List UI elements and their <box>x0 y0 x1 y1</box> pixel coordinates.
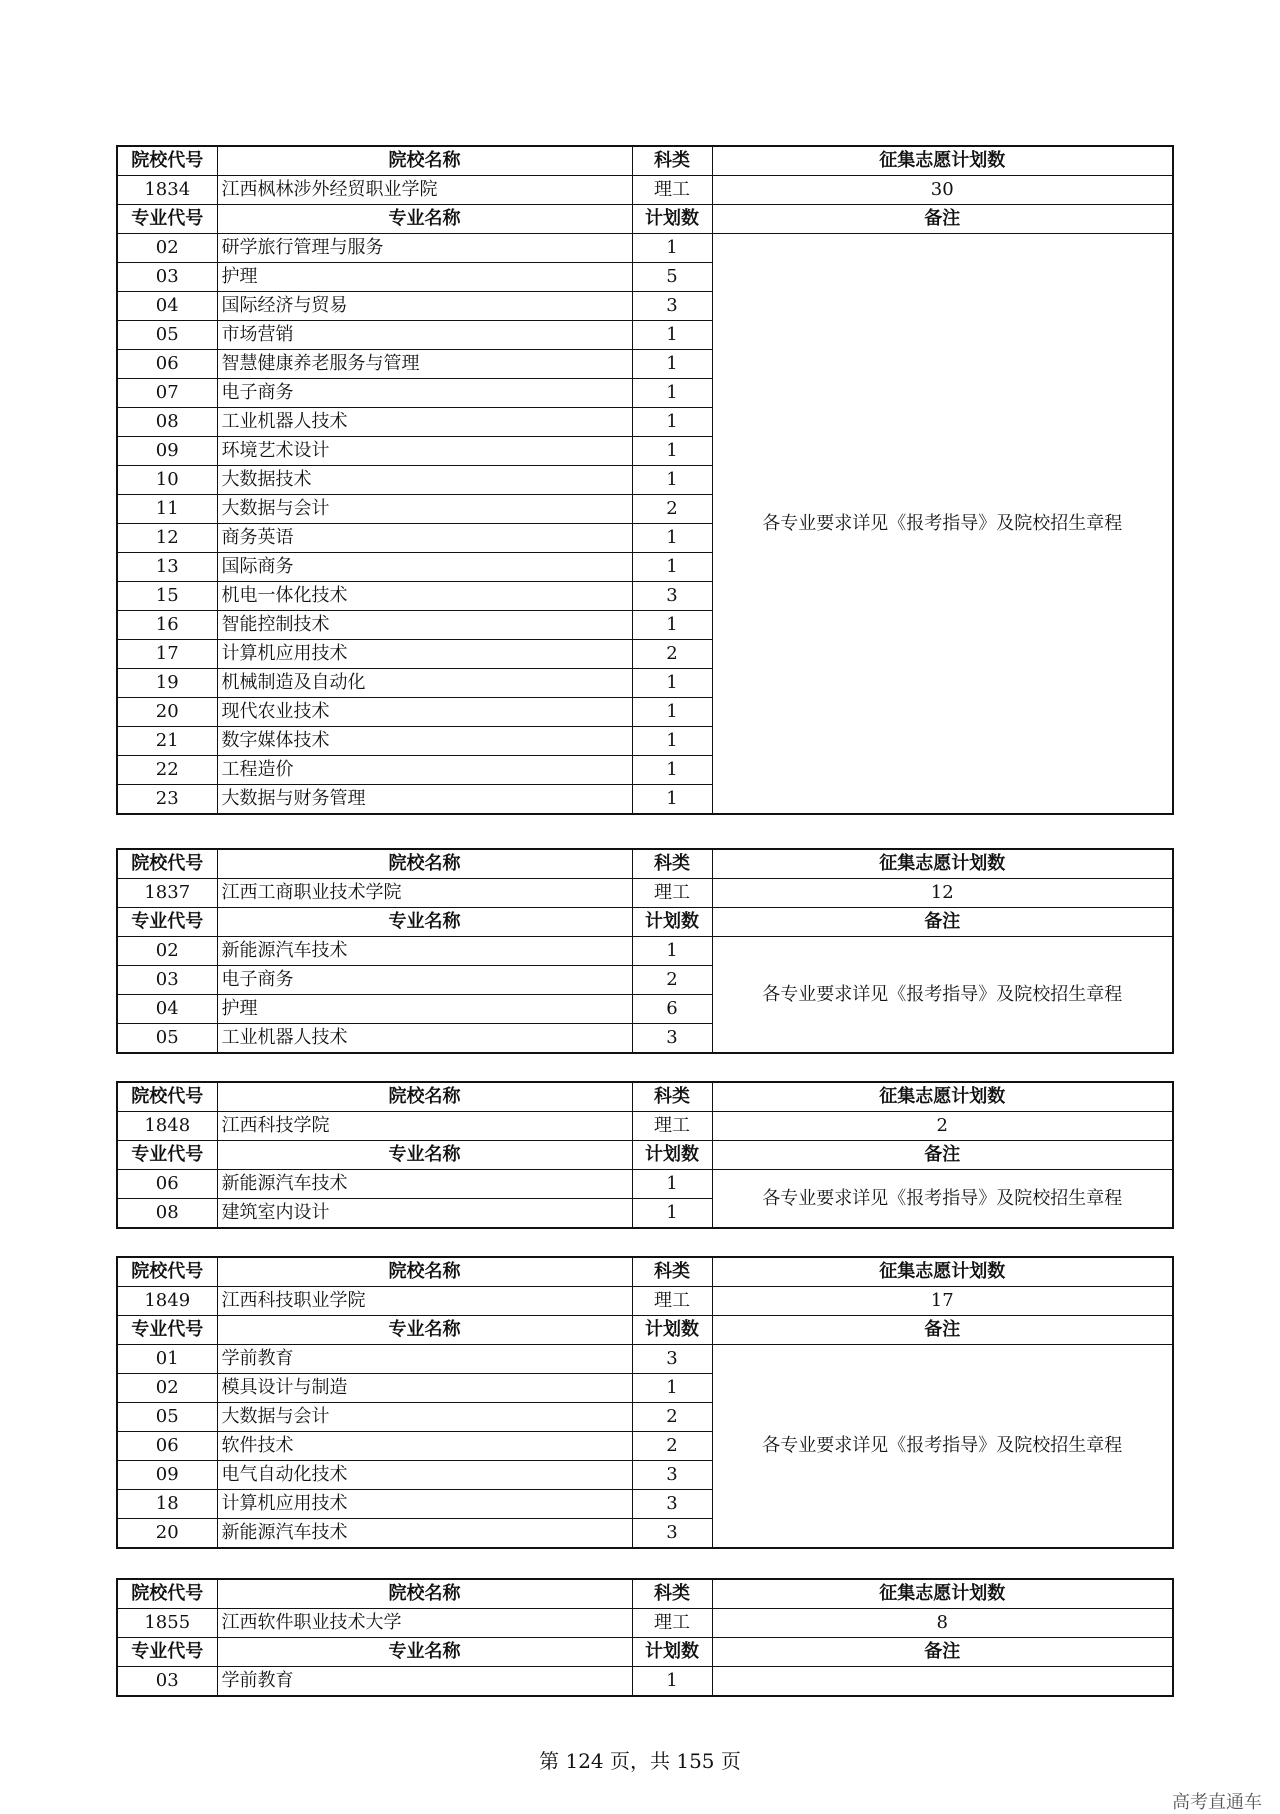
major-name: 国际经济与贸易 <box>217 292 632 321</box>
table-row <box>117 937 1173 966</box>
major-code: 10 <box>117 466 217 495</box>
major-note: 各专业要求详见《报考指导》及院校招生章程 <box>712 1170 1173 1229</box>
major-code: 11 <box>117 495 217 524</box>
header-category: 科类 <box>632 1257 712 1287</box>
major-name: 计算机应用技术 <box>217 1490 632 1519</box>
header-note: 备注 <box>712 1316 1173 1345</box>
header-school-code: 院校代号 <box>117 1579 217 1609</box>
school-category: 理工 <box>632 1112 712 1141</box>
header-school-name: 院校名称 <box>217 1082 632 1112</box>
major-note: 各专业要求详见《报考指导》及院校招生章程 <box>712 937 1173 1054</box>
major-plan: 1 <box>632 350 712 379</box>
major-name: 研学旅行管理与服务 <box>217 234 632 263</box>
page-footer: 第 124 页，共 155 页 <box>539 1749 741 1773</box>
major-code: 06 <box>117 1432 217 1461</box>
major-plan: 1 <box>632 321 712 350</box>
major-name: 工业机器人技术 <box>217 1024 632 1054</box>
header-school-code: 院校代号 <box>117 1257 217 1287</box>
school-block <box>116 848 1172 1054</box>
header-school-name: 院校名称 <box>217 849 632 879</box>
header-major-code: 专业代号 <box>117 1316 217 1345</box>
header-plan: 计划数 <box>632 205 712 234</box>
major-name: 软件技术 <box>217 1432 632 1461</box>
major-code: 09 <box>117 437 217 466</box>
major-plan: 3 <box>632 1461 712 1490</box>
school-name: 江西枫林涉外经贸职业学院 <box>217 176 632 205</box>
header-category: 科类 <box>632 849 712 879</box>
major-plan: 1 <box>632 234 712 263</box>
major-plan: 2 <box>632 966 712 995</box>
major-code: 05 <box>117 321 217 350</box>
major-code: 22 <box>117 756 217 785</box>
major-note: 各专业要求详见《报考指导》及院校招生章程 <box>712 1345 1173 1549</box>
major-plan: 1 <box>632 727 712 756</box>
school-header-row <box>117 146 1173 176</box>
major-plan: 2 <box>632 1432 712 1461</box>
header-plan: 计划数 <box>632 1141 712 1170</box>
major-code: 02 <box>117 1374 217 1403</box>
major-plan: 2 <box>632 1403 712 1432</box>
header-major-code: 专业代号 <box>117 908 217 937</box>
major-code: 08 <box>117 1199 217 1229</box>
major-plan: 1 <box>632 698 712 727</box>
major-code: 04 <box>117 292 217 321</box>
major-code: 20 <box>117 698 217 727</box>
school-info-row <box>117 879 1173 908</box>
major-code: 20 <box>117 1519 217 1549</box>
school-name: 江西科技职业学院 <box>217 1287 632 1316</box>
major-name: 工业机器人技术 <box>217 408 632 437</box>
major-plan: 1 <box>632 437 712 466</box>
major-plan: 3 <box>632 1519 712 1549</box>
major-plan: 1 <box>632 408 712 437</box>
header-school-code: 院校代号 <box>117 146 217 176</box>
major-name: 计算机应用技术 <box>217 640 632 669</box>
major-code: 08 <box>117 408 217 437</box>
school-block <box>116 1256 1172 1549</box>
major-code: 09 <box>117 1461 217 1490</box>
major-code: 04 <box>117 995 217 1024</box>
header-plan: 计划数 <box>632 908 712 937</box>
major-code: 13 <box>117 553 217 582</box>
school-quota: 8 <box>712 1609 1173 1638</box>
table-row <box>117 1170 1173 1199</box>
major-name: 数字媒体技术 <box>217 727 632 756</box>
major-name: 大数据技术 <box>217 466 632 495</box>
school-code: 1849 <box>117 1287 217 1316</box>
major-code: 02 <box>117 234 217 263</box>
major-note <box>712 1667 1173 1697</box>
school-name: 江西科技学院 <box>217 1112 632 1141</box>
major-name: 智慧健康养老服务与管理 <box>217 350 632 379</box>
school-quota: 30 <box>712 176 1173 205</box>
major-header-row <box>117 205 1173 234</box>
major-name: 护理 <box>217 263 632 292</box>
major-name: 大数据与会计 <box>217 1403 632 1432</box>
header-major-name: 专业名称 <box>217 205 632 234</box>
header-note: 备注 <box>712 205 1173 234</box>
major-name: 大数据与会计 <box>217 495 632 524</box>
header-quota: 征集志愿计划数 <box>712 1579 1173 1609</box>
major-plan: 3 <box>632 582 712 611</box>
header-school-code: 院校代号 <box>117 1082 217 1112</box>
school-code: 1834 <box>117 176 217 205</box>
major-name: 电子商务 <box>217 966 632 995</box>
header-school-code: 院校代号 <box>117 849 217 879</box>
major-plan: 1 <box>632 937 712 966</box>
major-code: 23 <box>117 785 217 815</box>
major-code: 05 <box>117 1024 217 1054</box>
header-major-name: 专业名称 <box>217 1316 632 1345</box>
school-code: 1855 <box>117 1609 217 1638</box>
header-school-name: 院校名称 <box>217 146 632 176</box>
major-header-row <box>117 1638 1173 1667</box>
school-category: 理工 <box>632 1609 712 1638</box>
header-category: 科类 <box>632 1579 712 1609</box>
major-plan: 1 <box>632 466 712 495</box>
school-block <box>116 1081 1172 1229</box>
major-name: 机电一体化技术 <box>217 582 632 611</box>
major-plan: 2 <box>632 640 712 669</box>
school-quota: 17 <box>712 1287 1173 1316</box>
school-info-row <box>117 176 1173 205</box>
major-header-row <box>117 1316 1173 1345</box>
major-code: 19 <box>117 669 217 698</box>
school-table <box>116 1081 1174 1229</box>
major-code: 21 <box>117 727 217 756</box>
major-name: 智能控制技术 <box>217 611 632 640</box>
major-name: 模具设计与制造 <box>217 1374 632 1403</box>
header-category: 科类 <box>632 146 712 176</box>
header-major-name: 专业名称 <box>217 908 632 937</box>
school-table <box>116 1256 1174 1549</box>
major-plan: 3 <box>632 1490 712 1519</box>
school-code: 1848 <box>117 1112 217 1141</box>
school-header-row <box>117 849 1173 879</box>
header-quota: 征集志愿计划数 <box>712 1257 1173 1287</box>
major-plan: 3 <box>632 1024 712 1054</box>
school-category: 理工 <box>632 1287 712 1316</box>
major-plan: 3 <box>632 1345 712 1374</box>
school-info-row <box>117 1287 1173 1316</box>
major-header-row <box>117 1141 1173 1170</box>
school-code: 1837 <box>117 879 217 908</box>
school-header-row <box>117 1082 1173 1112</box>
school-quota: 12 <box>712 879 1173 908</box>
header-major-name: 专业名称 <box>217 1141 632 1170</box>
major-header-row <box>117 908 1173 937</box>
major-name: 现代农业技术 <box>217 698 632 727</box>
major-code: 03 <box>117 1667 217 1697</box>
header-quota: 征集志愿计划数 <box>712 146 1173 176</box>
school-header-row <box>117 1579 1173 1609</box>
major-code: 03 <box>117 966 217 995</box>
major-name: 工程造价 <box>217 756 632 785</box>
major-name: 大数据与财务管理 <box>217 785 632 815</box>
major-code: 18 <box>117 1490 217 1519</box>
major-name: 新能源汽车技术 <box>217 1519 632 1549</box>
major-name: 电子商务 <box>217 379 632 408</box>
school-name: 江西工商职业技术学院 <box>217 879 632 908</box>
major-name: 学前教育 <box>217 1667 632 1697</box>
school-category: 理工 <box>632 176 712 205</box>
major-plan: 1 <box>632 1199 712 1229</box>
school-table <box>116 145 1174 815</box>
school-name: 江西软件职业技术大学 <box>217 1609 632 1638</box>
table-row <box>117 1667 1173 1697</box>
major-code: 16 <box>117 611 217 640</box>
major-code: 06 <box>117 1170 217 1199</box>
major-code: 06 <box>117 350 217 379</box>
major-plan: 1 <box>632 379 712 408</box>
major-name: 机械制造及自动化 <box>217 669 632 698</box>
major-note: 各专业要求详见《报考指导》及院校招生章程 <box>712 234 1173 815</box>
major-code: 01 <box>117 1345 217 1374</box>
major-plan: 1 <box>632 1170 712 1199</box>
major-name: 商务英语 <box>217 524 632 553</box>
major-plan: 5 <box>632 263 712 292</box>
header-note: 备注 <box>712 908 1173 937</box>
major-plan: 1 <box>632 785 712 815</box>
table-row <box>117 234 1173 263</box>
major-code: 15 <box>117 582 217 611</box>
watermark: 高考直通车 <box>1172 1792 1262 1813</box>
header-school-name: 院校名称 <box>217 1579 632 1609</box>
major-name: 环境艺术设计 <box>217 437 632 466</box>
major-name: 新能源汽车技术 <box>217 937 632 966</box>
major-code: 07 <box>117 379 217 408</box>
major-code: 12 <box>117 524 217 553</box>
major-code: 03 <box>117 263 217 292</box>
major-name: 新能源汽车技术 <box>217 1170 632 1199</box>
major-plan: 1 <box>632 1667 712 1697</box>
school-table <box>116 1578 1174 1697</box>
major-name: 护理 <box>217 995 632 1024</box>
table-row <box>117 1345 1173 1374</box>
header-major-code: 专业代号 <box>117 1638 217 1667</box>
school-quota: 2 <box>712 1112 1173 1141</box>
major-code: 17 <box>117 640 217 669</box>
header-quota: 征集志愿计划数 <box>712 1082 1173 1112</box>
school-info-row <box>117 1609 1173 1638</box>
major-plan: 2 <box>632 495 712 524</box>
header-quota: 征集志愿计划数 <box>712 849 1173 879</box>
header-plan: 计划数 <box>632 1316 712 1345</box>
header-school-name: 院校名称 <box>217 1257 632 1287</box>
header-major-name: 专业名称 <box>217 1638 632 1667</box>
major-name: 建筑室内设计 <box>217 1199 632 1229</box>
header-note: 备注 <box>712 1638 1173 1667</box>
major-plan: 3 <box>632 292 712 321</box>
school-block <box>116 1578 1172 1697</box>
major-plan: 1 <box>632 669 712 698</box>
major-name: 学前教育 <box>217 1345 632 1374</box>
major-plan: 1 <box>632 1374 712 1403</box>
major-plan: 6 <box>632 995 712 1024</box>
header-major-code: 专业代号 <box>117 1141 217 1170</box>
header-note: 备注 <box>712 1141 1173 1170</box>
major-plan: 1 <box>632 553 712 582</box>
major-code: 02 <box>117 937 217 966</box>
major-name: 市场营销 <box>217 321 632 350</box>
major-name: 电气自动化技术 <box>217 1461 632 1490</box>
major-plan: 1 <box>632 524 712 553</box>
school-table <box>116 848 1174 1054</box>
major-plan: 1 <box>632 611 712 640</box>
header-plan: 计划数 <box>632 1638 712 1667</box>
school-header-row <box>117 1257 1173 1287</box>
header-major-code: 专业代号 <box>117 205 217 234</box>
major-plan: 1 <box>632 756 712 785</box>
major-name: 国际商务 <box>217 553 632 582</box>
school-block <box>116 145 1172 815</box>
school-category: 理工 <box>632 879 712 908</box>
header-category: 科类 <box>632 1082 712 1112</box>
school-info-row <box>117 1112 1173 1141</box>
major-code: 05 <box>117 1403 217 1432</box>
